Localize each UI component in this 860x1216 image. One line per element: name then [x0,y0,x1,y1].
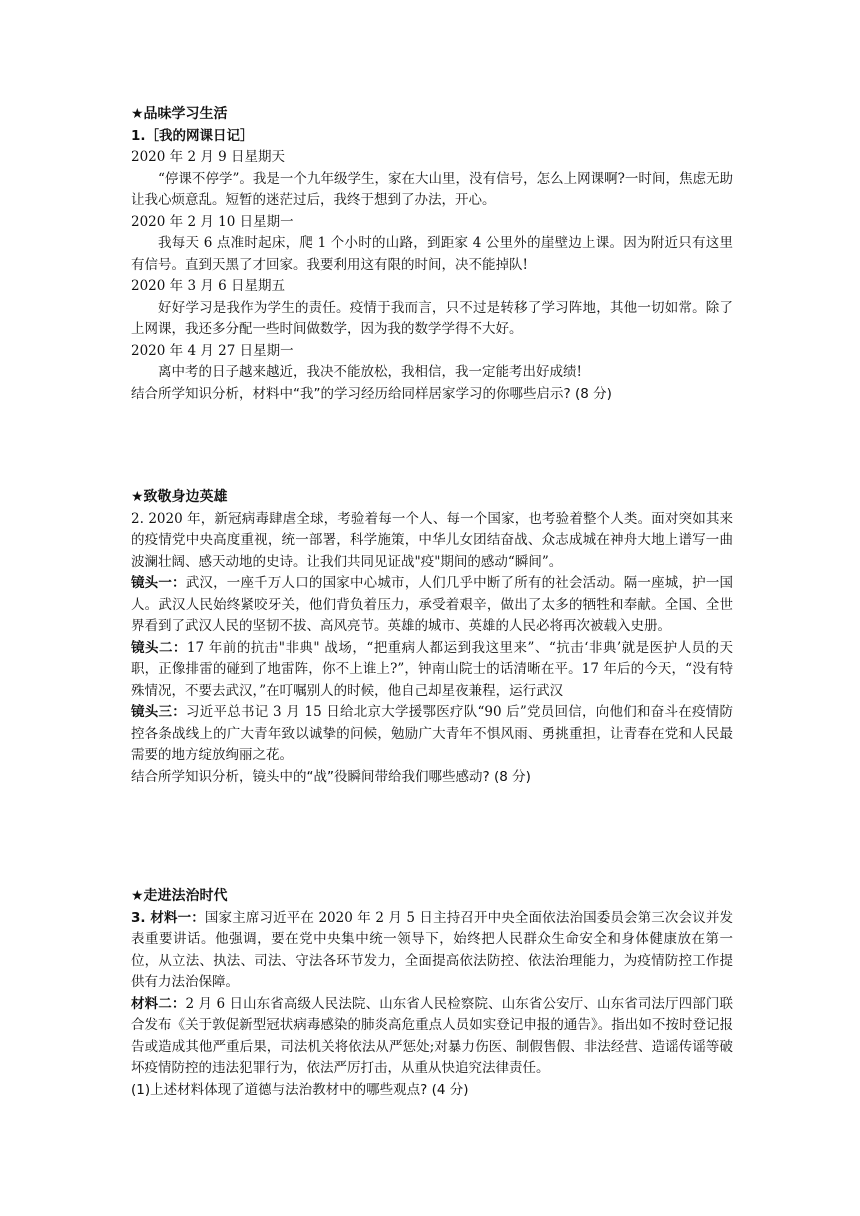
material-1-text: 国家主席习近平在 2020 年 2 月 5 日主持召开中央全面依法治国委员会第三次会议并发表重要讲话。他强调，要在党中央集中统一领导下，始终把人民群众生命安全和身体健康放在第一位，从立法、执法、司法、守法各环节发力，全面提高依法防控、依法治理能力，为疫情防控工作提供有力法治保障。 [131,909,733,990]
shot-2-label: 镜头二： [131,639,187,656]
diary-date-3: 2020 年 3 月 6 日星期五 [131,278,285,294]
material-2-paragraph [131,994,733,1080]
diary-date-2: 2020 年 2 月 10 日星期一 [131,213,294,230]
shot-2-paragraph [131,638,733,703]
material-1-label: 3. 材料一： [131,909,205,926]
diary-entry-1: “停课不停学”。我是一个九年级学生，家在大山里，没有信号，怎么上网课啊?一时间，焦虑无助让我心烦意乱。短暂的迷茫过后，我终于想到了办法，开心。 [131,170,733,208]
material-1-paragraph [131,908,733,994]
material-2-label: 材料二： [131,995,186,1012]
question-2-intro: 2. 2020 年，新冠病毒肆虐全球，考验着每一个人、每一个国家，也考验着整个人类。面对突如其来的疫情党中央高度重视，统一部署，科学施策，中华儿女团结奋战、众志成城在神舟大地上谱写一曲波澜壮阔、感天动地的史诗。让我们共同见证战"疫"期间的感动“瞬间”。 [131,510,733,570]
diary-entry-3: 好好学习是我作为学生的责任。疫情于我而言，只不过是转移了学习阵地，其他一切如常。除了上网课，我还多分配一些时间做数学，因为我的数学学得不大好。 [131,299,733,337]
diary-date-4: 2020 年 4 月 27 日星期一 [131,342,294,359]
diary-entry-4: 离中考的日子越来越近，我决不能放松，我相信，我一定能考出好成绩! [158,364,582,380]
shot-1-label: 镜头一： [131,575,186,591]
diary-entry-2: 我每天 6 点准时起床，爬 1 个小时的山路，到距家 4 公里外的崖壁边上课。因为附近只有这里有信号。直到天黑了才回家。我要利用这有限的时间，决不能掉队! [131,235,733,273]
shot-2-text: 17 年前的抗击"非典" 战场，“把重病人都运到我这里来”、“抗击‘非典’就是医护人员的天职，正像排雷的碰到了地雷阵，你不上谁上?”，钟南山院士的话清晰在平。17 年后的今天，“没有特殊情况，不要去武汉，”在叮嘱别人的时候，他自己却星夜兼程，运行武汉 [131,639,734,699]
section-title-study-life: ★品味学习生活 [131,106,228,122]
material-2-text: 2 月 6 日山东省高级人民法院、山东省人民检察院、山东省公安厅、山东省司法厅四部门联合发布《关于敦促新型冠状病毒感染的肺炎高危重点人员如实登记申报的通告》。指出如不按时登记报告或造成其他严重后果，司法机关将依法从严惩处;对暴力伤医、制假售假、非法经营、造谣传谣等破坏疫情防控的违法犯罪行为，依法严厉打击，从重从快追究法律责任。 [131,995,733,1076]
question-1-prompt: 结合所学知识分析，材料中“我”的学习经历给同样居家学习的你哪些启示? (8 分) [131,385,612,402]
question-3-1-prompt: (1)上述材料体现了道德与法治教材中的哪些观点? (4 分) [131,1081,469,1098]
shot-1-paragraph [131,573,733,638]
shot-1-text: 武汉，一座千万人口的国家中心城市，人们几乎中断了所有的社会活动。隔一座城，护一国人。武汉人民始终紧咬牙关，他们背负着压力，承受着艰辛，做出了太多的牺牲和奉献。全国、全世界看到了武汉人民的坚韧不拔、高风亮节。英雄的城市、英雄的人民必将再次被载入史册。 [131,575,734,634]
question-2-prompt: 结合所学知识分析，镜头中的“战”役瞬间带给我们哪些感动? (8 分) [131,768,531,785]
document-page [131,104,733,1101]
section-title-rule-of-law: ★走进法治时代 [131,888,228,904]
shot-3-paragraph [131,702,733,767]
shot-3-label: 镜头三： [131,704,187,720]
diary-date-1: 2020 年 2 月 9 日星期天 [131,149,285,165]
question-1-heading: 1.［我的网课日记］ [131,127,254,144]
section-title-heroes: ★致敬身边英雄 [131,489,228,505]
shot-3-text: 习近平总书记 3 月 15 日给北京大学援鄂医疗队“90 后”党员回信，向他们和奋斗在疫情防控各条战线上的广大青年致以诚挚的问候，勉励广大青年不惧风雨、勇挑重担，让青春在党和人民最需要的地方绽放绚丽之花。 [131,704,733,763]
